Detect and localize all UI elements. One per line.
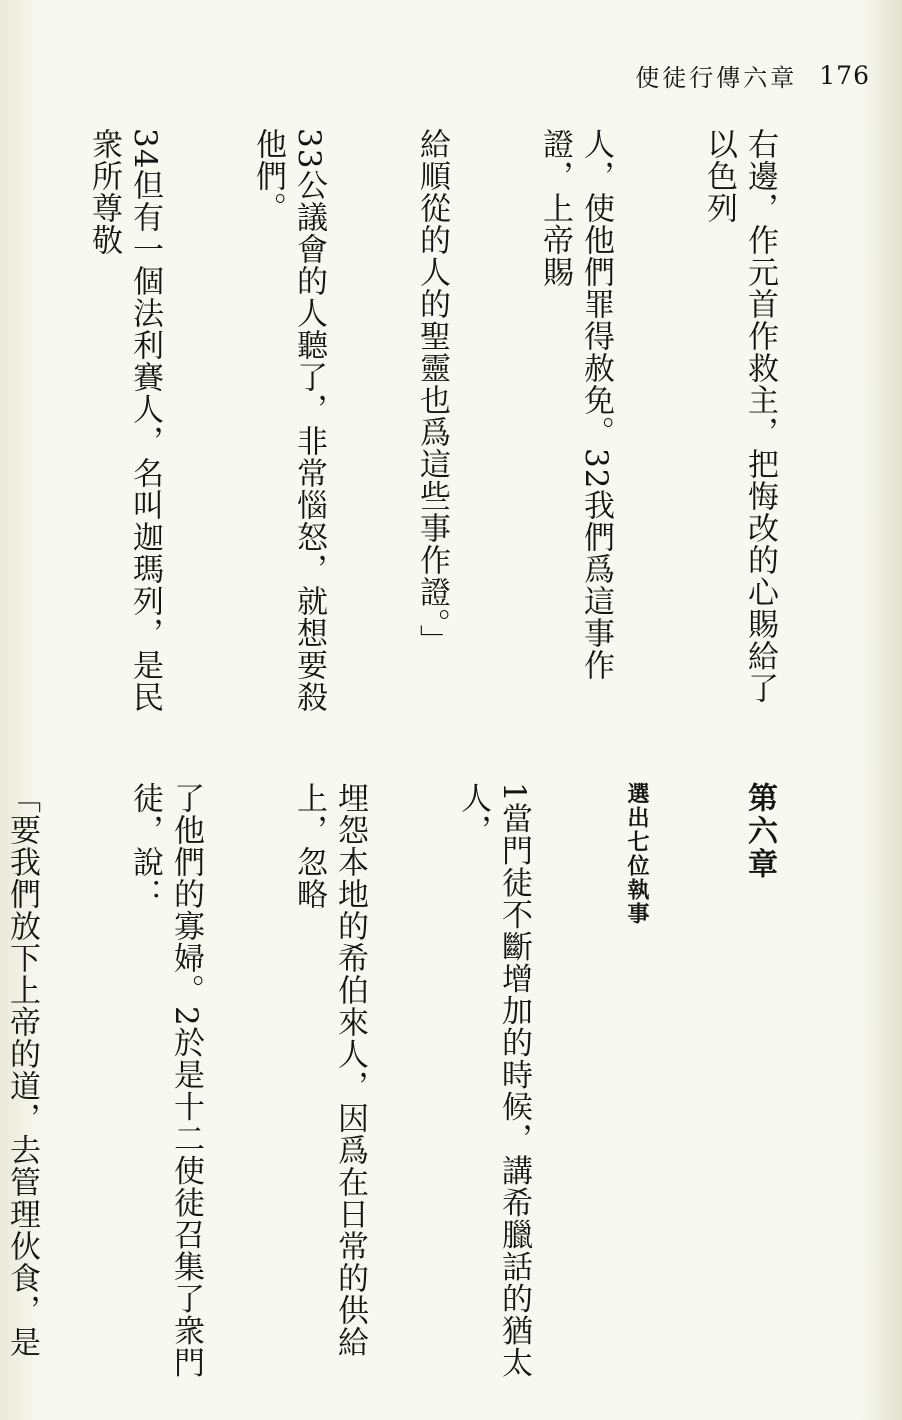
top-text-block — [22, 128, 862, 728]
header-title: 使徒行傳六章 — [635, 64, 798, 92]
chapter-heading: 第六章 — [742, 782, 777, 881]
page-number: 176 — [819, 61, 870, 90]
bottom-text-block — [4, 782, 862, 1382]
text-line: 埋怨本地的希伯來人，因爲在日常的供給上，忽略 — [291, 782, 368, 1358]
running-header — [635, 58, 870, 93]
text-line: 34但有一個法利賽人，名叫迦瑪列，是民衆所尊敬 — [86, 128, 163, 714]
text-line: 了他們的寡婦。2於是十二使徒召集了衆門徒，說： — [127, 782, 204, 1379]
text-line — [0, 128, 1, 728]
text-line: 33公議會的人聽了，非常惱怒，就想要殺他們。 — [250, 128, 327, 714]
chapter-subheading: 選出七位執事 — [624, 782, 649, 926]
text-line: 「要我們放下上帝的道，去管理伙食，是 — [4, 782, 40, 1358]
text-line: 人，使他們罪得赦免。32我們爲這事作證，上帝賜 — [537, 128, 614, 682]
text-line: 1當門徒不斷增加的時候，講希臘話的猶太人， — [455, 782, 532, 1379]
text-line: 給順從的人的聖靈也爲這些事作證。」 — [414, 128, 450, 657]
text-line: 右邊，作元首作救主，把悔改的心賜給了以色列 — [701, 128, 778, 704]
